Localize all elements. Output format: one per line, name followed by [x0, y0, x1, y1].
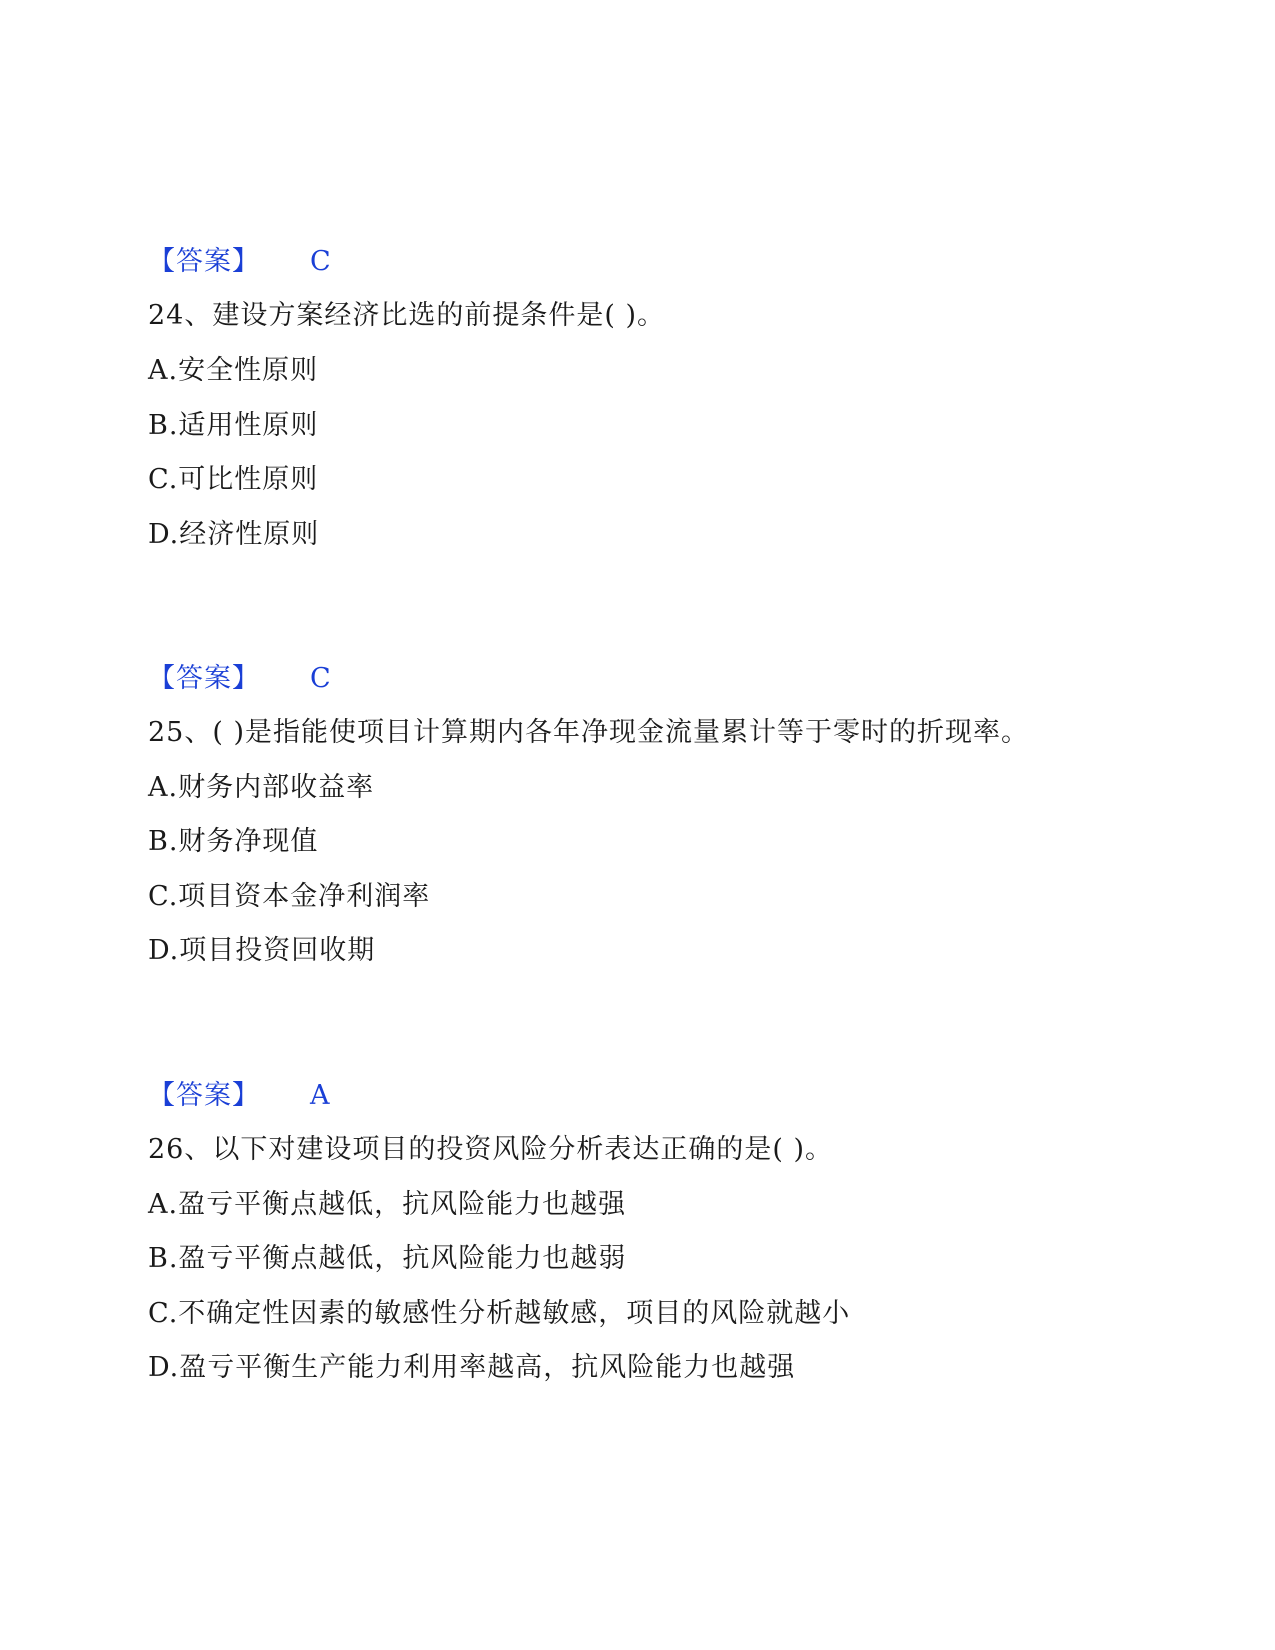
- question-text: 25、( )是指能使项目计算期内各年净现金流量累计等于零时的折现率。: [148, 717, 1030, 748]
- option-a: A.财务内部收益率: [148, 772, 375, 803]
- option-c: C.项目资本金净利润率: [148, 881, 431, 912]
- answer-label: 【答案】: [148, 1080, 260, 1111]
- question-text: 26、以下对建设项目的投资风险分析表达正确的是( )。: [148, 1134, 834, 1165]
- answer-row: [148, 244, 332, 280]
- answer-label: 【答案】: [148, 663, 260, 694]
- option-d: D.经济性原则: [148, 519, 320, 550]
- answer-label: 【答案】: [148, 246, 260, 277]
- option-a: A.盈亏平衡点越低，抗风险能力也越强: [148, 1189, 627, 1220]
- option-d: D.项目投资回收期: [148, 935, 376, 966]
- question-text: 24、建设方案经济比选的前提条件是( )。: [148, 300, 666, 331]
- answer-value: C: [310, 246, 332, 277]
- option-c: C.可比性原则: [148, 464, 319, 495]
- option-b: B.财务净现值: [148, 826, 319, 857]
- answer-row: [148, 1078, 331, 1114]
- option-a: A.安全性原则: [148, 355, 319, 386]
- option-d: D.盈亏平衡生产能力利用率越高，抗风险能力也越强: [148, 1352, 796, 1383]
- option-b: B.适用性原则: [148, 410, 319, 441]
- option-c: C.不确定性因素的敏感性分析越敏感，项目的风险就越小: [148, 1298, 851, 1329]
- answer-value: A: [310, 1080, 331, 1111]
- answer-row: [148, 661, 332, 697]
- option-b: B.盈亏平衡点越低，抗风险能力也越弱: [148, 1243, 627, 1274]
- answer-value: C: [310, 663, 332, 694]
